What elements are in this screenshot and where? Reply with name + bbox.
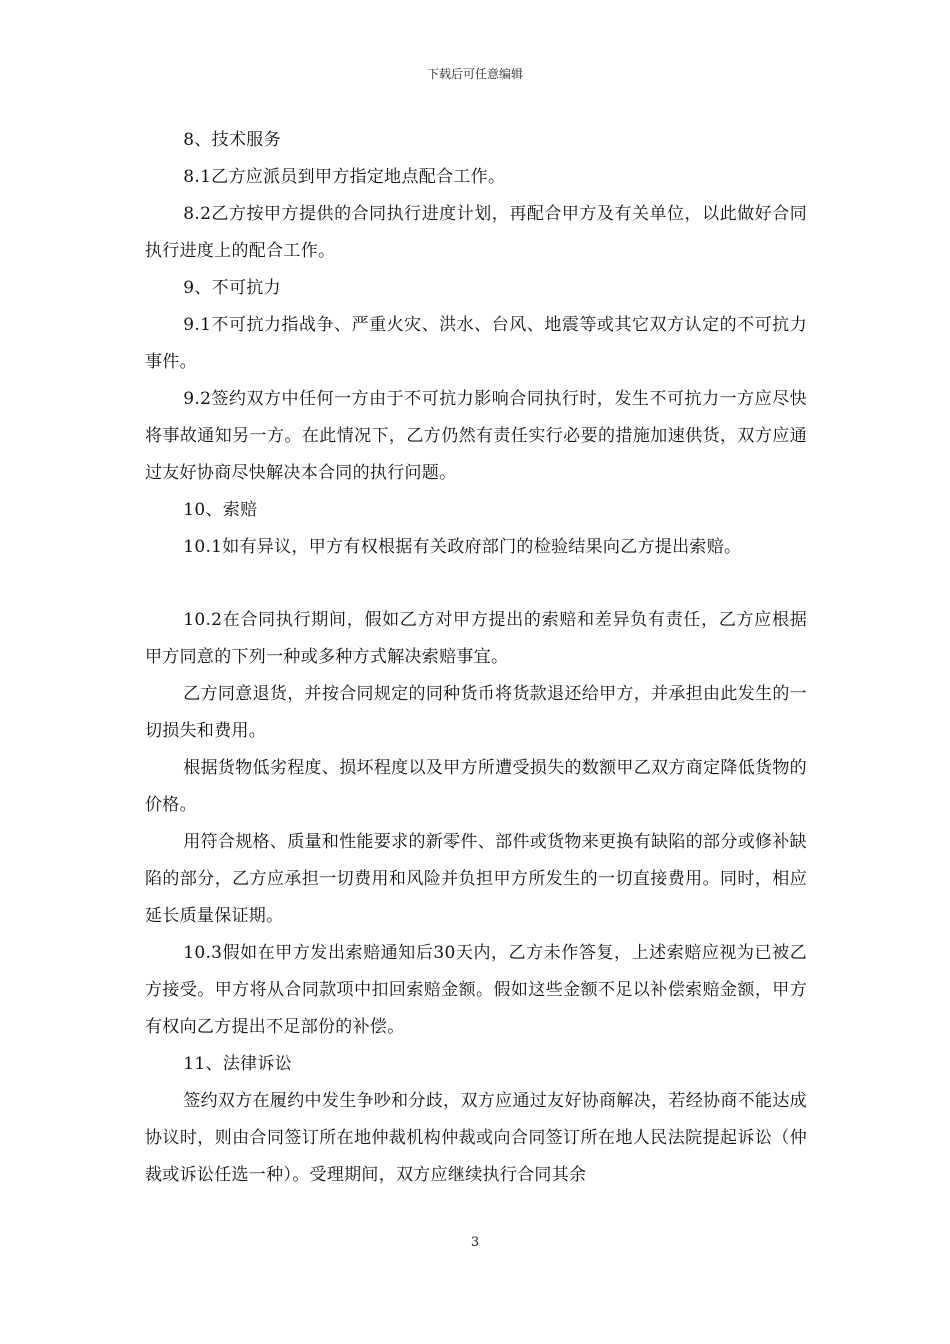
clause-8-1: 8.1乙方应派员到甲方指定地点配合工作。 (183, 167, 506, 187)
clause-9-1: 9.1不可抗力指战争、严重火灾、洪水、台风、地震等或其它双方认定的不可抗力事件。 (145, 315, 807, 372)
document-body (145, 122, 807, 1194)
section-heading-litigation: 11、法律诉讼 (183, 1054, 292, 1074)
clause-10-2: 10.2在合同执行期间，假如乙方对甲方提出的索赔和差异负有责任，乙方应根据甲方同意的下列一种或多种方式解决索赔事宜。 (145, 610, 807, 667)
claim-option-price-reduction: 根据货物低劣程度、损坏程度以及甲方所遭受损失的数额甲乙双方商定降低货物的价格。 (145, 758, 807, 815)
claim-option-return: 乙方同意退货，并按合同规定的同种货币将货款退还给甲方，并承担由此发生的一切损失和费用。 (145, 684, 807, 741)
section-heading-claims: 10、索赔 (183, 500, 258, 520)
clause-8-2: 8.2乙方按甲方提供的合同执行进度计划，再配合甲方及有关单位，以此做好合同执行进度上的配合工作。 (145, 204, 807, 261)
claim-option-replacement: 用符合规格、质量和性能要求的新零件、部件或货物来更换有缺陷的部分或修补缺陷的部分，乙方应承担一切费用和风险并负担甲方所发生的一切直接费用。同时，相应延长质量保证期。 (145, 832, 807, 926)
clause-11-body: 签约双方在履约中发生争吵和分歧，双方应通过友好协商解决，若经协商不能达成协议时，则由合同签订所在地仲裁机构仲裁或向合同签订所在地人民法院提起诉讼（仲裁或诉讼任选一种）。受理期间，双方应继续执行合同其余 (145, 1091, 807, 1185)
clause-10-3: 10.3假如在甲方发出索赔通知后30天内，乙方未作答复，上述索赔应视为已被乙方接受。甲方将从合同款项中扣回索赔金额。假如这些金额不足以补偿索赔金额，甲方有权向乙方提出不足部份的补偿。 (145, 943, 807, 1037)
section-heading-force-majeure: 9、不可抗力 (183, 278, 281, 298)
clause-9-2: 9.2签约双方中任何一方由于不可抗力影响合同执行时，发生不可抗力一方应尽快将事故通知另一方。在此情况下，乙方仍然有责任实行必要的措施加速供货，双方应通过友好协商尽快解决本合同的执行问题。 (145, 389, 807, 483)
blank-line (145, 566, 807, 602)
clause-10-1: 10.1如有异议，甲方有权根据有关政府部门的检验结果向乙方提出索赔。 (183, 537, 742, 557)
page-header: 下载后可任意编辑 (426, 67, 523, 81)
section-heading-technical-service: 8、技术服务 (183, 130, 281, 150)
page-number: 3 (470, 1235, 480, 1250)
